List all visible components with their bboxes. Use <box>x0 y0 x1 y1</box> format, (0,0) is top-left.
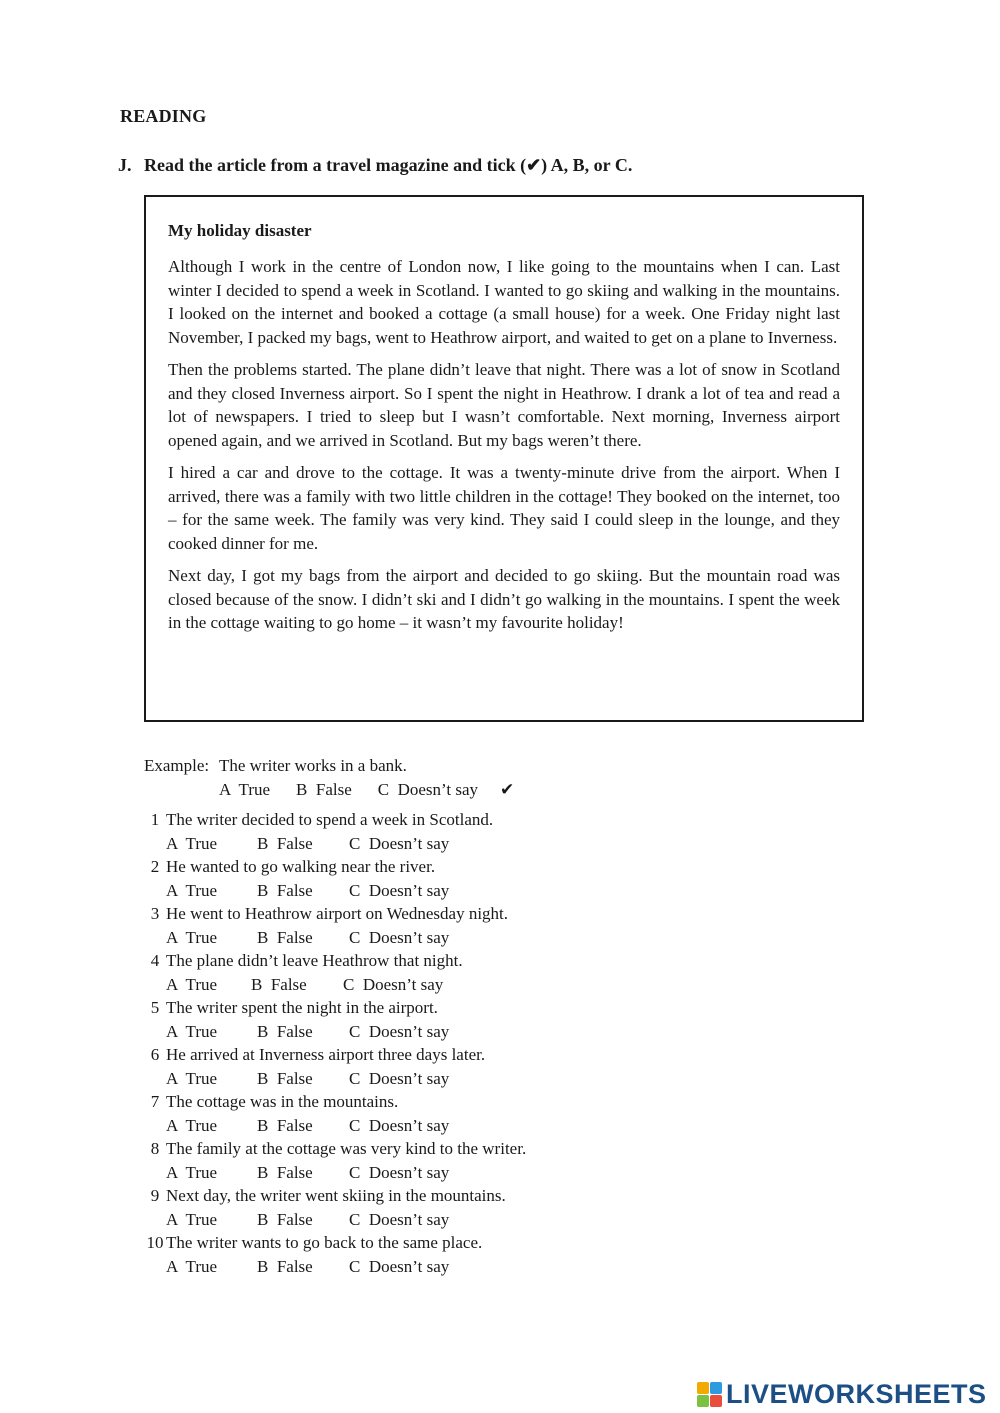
instruction-text: Read the article from a travel magazine and tick (✔) A, B, or C. <box>144 155 633 175</box>
question-item <box>120 1184 720 1231</box>
option-b[interactable]: B False <box>257 1115 313 1135</box>
option-c[interactable]: C Doesn’t say <box>349 1209 450 1229</box>
option-b[interactable]: B False <box>257 1068 313 1088</box>
article-paragraph: Although I work in the centre of London now, I like going to the mountains when I can. Last winter I decided to spend a week in Scotland. I wanted to go skiing and walking in the mountains. I looked on the internet and booked a cottage (a small house) for a week. One Friday night last November, I packed my bags, went to Heathrow airport, and waited to get on a plane to Inverness. <box>168 257 840 347</box>
question-item <box>120 1231 720 1278</box>
option-b[interactable]: B False <box>257 1162 313 1182</box>
question-text: He went to Heathrow airport on Wednesday night. <box>166 904 509 923</box>
logo-tile <box>697 1382 709 1394</box>
logo-tile <box>710 1382 722 1394</box>
option-b[interactable]: B False <box>257 1209 313 1229</box>
question-text: Next day, the writer went skiing in the mountains. <box>166 1186 506 1205</box>
question-text: The writer decided to spend a week in Scotland. <box>166 810 494 829</box>
article-paragraph: Then the problems started. The plane didn’t leave that night. There was a lot of snow in Scotland and they closed Inverness airport. So I spent the night in Heathrow. I drank a lot of tea and read a lot of newspapers. I tried to sleep but I wasn’t comfortable. Next morning, Inverness airport opened again, and we arrived in Scotland. But my bags weren’t there. <box>168 360 840 450</box>
question-number: 2 <box>150 857 160 876</box>
question-number: 3 <box>150 904 160 923</box>
section-title: READING <box>120 106 207 126</box>
tick-icon: ✔ <box>500 779 515 799</box>
option-a[interactable]: A True <box>166 1209 218 1229</box>
logo-text: LIVEWORKSHEETS <box>726 1379 987 1409</box>
option-b[interactable]: B False <box>257 1256 313 1276</box>
option-a[interactable]: A True <box>166 1021 218 1041</box>
option-a[interactable]: A True <box>166 1162 218 1182</box>
instruction <box>118 155 632 176</box>
question-item <box>120 1090 720 1137</box>
example-question <box>144 754 514 801</box>
question-text: The writer wants to go back to the same place. <box>166 1233 483 1252</box>
question-text: The family at the cottage was very kind to the writer. <box>166 1139 527 1158</box>
example-label: Example: <box>144 756 210 775</box>
question-item <box>120 949 720 996</box>
option-a[interactable]: A True <box>166 1256 218 1276</box>
question-number: 4 <box>150 951 160 970</box>
option-b[interactable]: B False <box>257 1021 313 1041</box>
question-item <box>120 808 720 855</box>
option-a[interactable]: A True <box>166 1115 218 1135</box>
question-item <box>120 996 720 1043</box>
question-number: 9 <box>150 1186 160 1205</box>
question-number: 1 <box>150 810 160 829</box>
option-a[interactable]: A True <box>166 927 218 947</box>
example-options <box>144 778 514 802</box>
option-c[interactable]: C Doesn’t say <box>349 1068 450 1088</box>
question-number: 7 <box>150 1092 160 1111</box>
option-b[interactable]: B False <box>257 833 313 853</box>
option-a[interactable]: A True <box>166 1068 218 1088</box>
question-item <box>120 855 720 902</box>
option-c[interactable]: C Doesn’t say <box>349 927 450 947</box>
option-a[interactable]: A True <box>166 880 218 900</box>
question-item <box>120 1043 720 1090</box>
article-box <box>144 195 864 722</box>
question-number: 6 <box>150 1045 160 1064</box>
option-b[interactable]: B False <box>251 974 307 994</box>
question-text: The writer spent the night in the airport. <box>166 998 438 1017</box>
option-a[interactable]: A True <box>166 974 218 994</box>
example-option-b: B False <box>296 779 352 799</box>
question-text: He arrived at Inverness airport three days later. <box>166 1045 486 1064</box>
option-c[interactable]: C Doesn’t say <box>349 1021 450 1041</box>
example-text: The writer works in a bank. <box>219 756 407 775</box>
option-c[interactable]: C Doesn’t say <box>349 1115 450 1135</box>
example-option-c: C Doesn’t say <box>377 779 479 799</box>
example-option-a: A True <box>219 779 271 799</box>
question-text: The plane didn’t leave Heathrow that night. <box>166 951 463 970</box>
option-c[interactable]: C Doesn’t say <box>349 1256 450 1276</box>
option-a[interactable]: A True <box>166 833 218 853</box>
article-paragraph: I hired a car and drove to the cottage. It was a twenty-minute drive from the airport. When I arrived, there was a family with two little children in the cottage! They booked on the internet, too – for the same week. The family was very kind. They said I could sleep in the lounge, and they cooked dinner for me. <box>168 463 840 553</box>
logo-mark-icon <box>697 1382 722 1407</box>
liveworksheets-logo <box>697 1379 987 1410</box>
logo-tile <box>697 1395 709 1407</box>
option-c[interactable]: C Doesn’t say <box>349 1162 450 1182</box>
logo-tile <box>710 1395 722 1407</box>
article-title: My holiday disaster <box>168 221 312 240</box>
article-paragraph: Next day, I got my bags from the airport and decided to go skiing. But the mountain road was closed because of the snow. I didn’t ski and I didn’t go walking in the mountains. I spent the week in the cottage waiting to go home – it wasn’t my favourite holiday! <box>168 566 840 632</box>
instruction-letter: J. <box>118 155 132 175</box>
question-number: 8 <box>150 1139 160 1158</box>
option-c[interactable]: C Doesn’t say <box>349 833 450 853</box>
question-item <box>120 1137 720 1184</box>
question-text: The cottage was in the mountains. <box>166 1092 399 1111</box>
option-c[interactable]: C Doesn’t say <box>349 880 450 900</box>
question-number: 5 <box>150 998 160 1017</box>
question-number: 10 <box>146 1233 164 1252</box>
question-item <box>120 902 720 949</box>
option-b[interactable]: B False <box>257 927 313 947</box>
option-c[interactable]: C Doesn’t say <box>343 974 444 994</box>
option-b[interactable]: B False <box>257 880 313 900</box>
question-text: He wanted to go walking near the river. <box>166 857 436 876</box>
question-list <box>120 808 720 1278</box>
